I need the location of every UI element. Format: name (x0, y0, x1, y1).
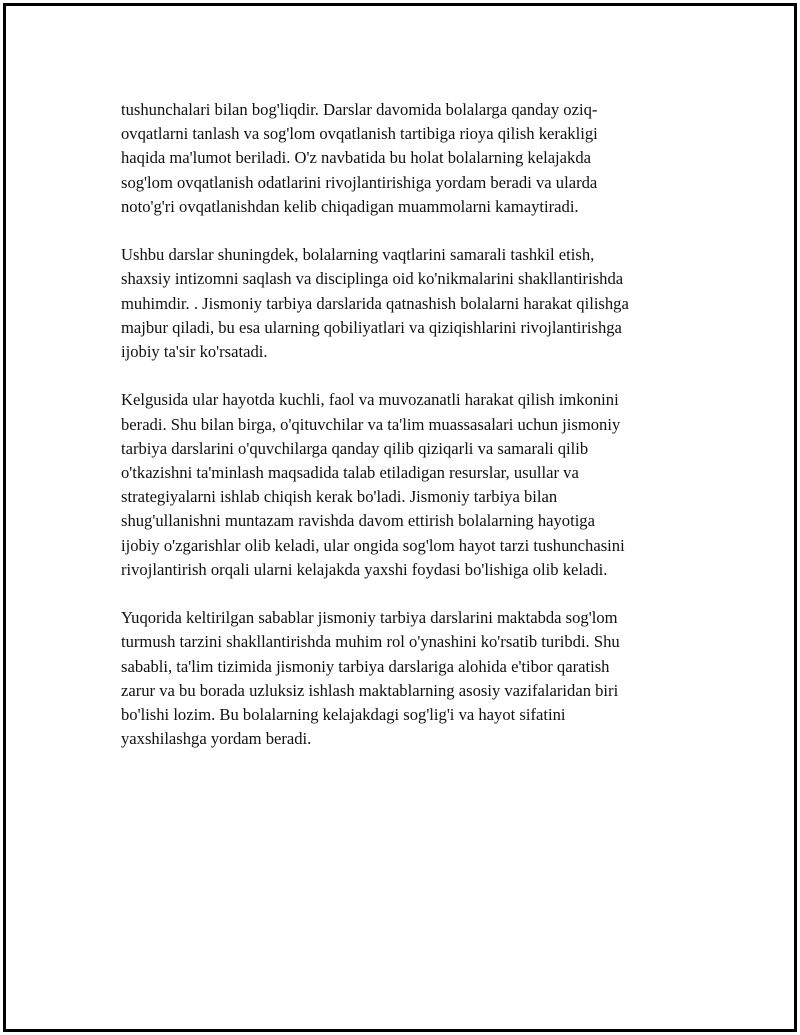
paragraph-3: Kelgusida ular hayotda kuchli, faol va muvozanatli harakat qilish imkonini beradi. Shu bilan birga, o'qituvchilar va ta'lim muassasalari uchun jismoniy tarbiya darslarini o'quvchilarga qanday qilib qiziqarli va samarali qilib o'tkazishni ta'minlash maqsadida talab etiladigan resurslar, usullar va strategiyalarni ishlab chiqish kerak bo'ladi. Jismoniy tarbiya bilan shug'ullanishni muntazam ravishda davom ettirish bolalarning hayotiga ijobiy o'zgarishlar olib keladi, ular ongida sog'lom hayot tarzi tushunchasini rivojlantirish orqali ularni kelajakda yaxshi foydasi bo'lishiga olib keladi. (121, 390, 625, 579)
document-body (121, 98, 701, 776)
paragraph-1: tushunchalari bilan bog'liqdir. Darslar davomida bolalarga qanday oziq- ovqatlarni tanlash va sog'lom ovqatlanish tartibiga rioya qilish kerakligi haqida ma'lumot beriladi. O'z navbatida bu holat bolalarning kelajakda sog'lom ovqatlanish odatlarini rivojlantirishiga yordam beradi va ularda noto'g'ri ovqatlanishdan kelib chiqadigan muammolarni kamaytiradi. (121, 100, 598, 216)
page-frame (3, 3, 797, 1032)
paragraph-2: Ushbu darslar shuningdek, bolalarning vaqtlarini samarali tashkil etish, shaxsiy intizomni saqlash va disciplinga oid ko'nikmalarini shakllantirishda muhimdir. . Jismoniy tarbiya darslarida qatnashish bolalarni harakat qilishga majbur qiladi, bu esa ularning qobiliyatlari va qiziqishlarini rivojlantirishga ijobiy ta'sir ko'rsatadi. (121, 245, 629, 362)
paragraph-4: Yuqorida keltirilgan sabablar jismoniy tarbiya darslarini maktabda sog'lom turmush tarzini shakllantirishda muhim rol o'ynashini ko'rsatib turibdi. Shu sababli, ta'lim tizimida jismoniy tarbiya darslariga alohida e'tibor qaratish zarur va bu borada uzluksiz ishlash maktablarning asosiy vazifalaridan biri bo'lishi lozim. Bu bolalarning kelajakdagi sog'lig'i va hayot sifatini yaxshilashga yordam beradi. (121, 608, 620, 749)
